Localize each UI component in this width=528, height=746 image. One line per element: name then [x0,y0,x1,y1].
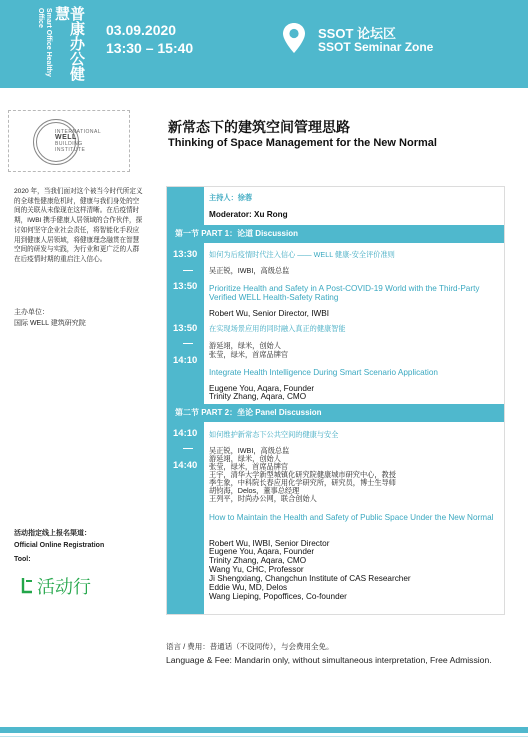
s2-end-time: 14:10 [173,355,198,366]
session-title-english: Thinking of Space Management for the New Normal [168,137,437,149]
s3-speaker-chinese: 游延翊，绿米，创始人 [209,454,281,463]
s2-title-english: Integrate Health Intelligence During Smart Scenario Application [209,368,438,377]
time-dash [183,343,193,344]
s3-speaker-english: Eugene You, Aqara, Founder [209,547,315,556]
session-description: 2020 年，当我们面对这个被当今时代所定义的全球性健康危机时，健康与我们身处的空间的关联从未像现在这样清晰。在后疫情时期，IWBI 携手健康人居领域的合作伙伴，探讨如何坚守企业社会责任，将智能化手段应用到健康人居领域，将健康理念融贯在智慧空间的研发与实践，为行业和更广泛的人群在后疫情时期的重启注入信心。 [14,188,143,263]
s3-end-time: 14:40 [173,460,198,471]
smart-healthy-office-logo [28,4,84,84]
s3-speaker-chinese: 王列平，时尚办公网，联合创始人 [209,494,317,503]
logo-chinese-text: 普康办公健慧 [53,6,85,81]
organizer-label: 主办单位： [14,309,49,316]
event-time: 13:30 – 15:40 [106,40,194,56]
host-chinese: 主持人：徐蓉 [209,193,253,202]
s3-speaker-chinese: 胡钧海，Delos，董事总经理 [209,486,300,495]
footer-bar [0,727,528,733]
registration-label-tool: Tool: [14,556,31,563]
s2-speaker-english: Eugene You, Aqara, Founder [209,384,315,393]
s2-speaker-english: Trinity Zhang, Aqara, CMO [209,392,307,401]
s2-speaker-chinese: 张莹，绿米，首席品牌官 [209,350,289,359]
s3-speaker-english: Wang Yu, CHC, Professor [209,565,304,574]
venue-english: SSOT Seminar Zone [318,40,434,54]
registration-label-english: Official Online Registration [14,542,105,549]
s3-title-english: How to Maintain the Health and Safety of Public Space Under the New Normal [209,513,494,522]
organizer-name: 国际 WELL 建筑研究院 [14,320,86,327]
iwbi-logo [8,110,130,172]
schedule-panel [166,186,505,615]
app-name: 活动行 [37,577,91,598]
s3-speaker-chinese: 季生象，中科院长春应用化学研究所，研究员，博士生导师 [209,478,396,487]
s1-speaker-english: Robert Wu, Senior Director, IWBI [209,309,329,318]
s1-start-time: 13:30 [173,249,198,260]
s2-start-time: 13:50 [173,323,198,334]
registration-app-link[interactable] [20,575,91,597]
s3-speaker-english: Ji Shengxiang, Changchun Institute of CAS Researcher [209,574,411,583]
s2-speaker-chinese: 游延翊，绿米，创始人 [209,341,281,350]
session-title-chinese: 新常态下的建筑空间管理思路 [168,119,350,135]
s3-speaker-english: Wang Lieping, Popoffices, Co-founder [209,592,347,601]
s1-title-english: Prioritize Health and Safety in A Post-COVID-19 World with the Third-Party Verified WELL Health-Safety Rating [209,284,480,302]
iwbi-logo-text: INTERNATIONAL WELL BUILDING INSTITUTE [55,129,102,153]
part1-header: 第一节 PART 1：论道 Discussion [167,225,504,243]
s1-title-chinese: 如何为后疫情时代注入信心 —— WELL 健康-安全评价准则 [209,250,395,259]
s3-speaker-chinese: 张莹，绿米，首席品牌官 [209,462,289,471]
event-date: 03.09.2020 [106,22,177,38]
venue-chinese: SSOT 论坛区 [318,26,397,41]
s2-title-chinese: 在实现场景应用的同时融入真正的健康智能 [209,324,346,333]
s3-speaker-english: Trinity Zhang, Aqara, CMO [209,556,307,565]
s3-speaker-chinese: 吴正锐，IWBI，高级总监 [209,446,290,455]
s3-speaker-english: Robert Wu, IWBI, Senior Director [209,539,330,548]
registration-label-chinese: 活动指定线上报名渠道： [14,530,91,537]
logo-english-text: Smart Office Healthy Office [37,8,52,77]
s3-start-time: 14:10 [173,428,198,439]
language-fee-english: Language & Fee: Mandarin only, without simultaneous interpretation, Free Admission. [166,655,492,665]
footer-divider [0,736,528,737]
time-dash [183,448,193,449]
s3-speaker-english: Eddie Wu, MD, Delos [209,583,288,592]
s3-speaker-chinese: 王宇，清华大学新型城镇化研究院健康城市研究中心，教授 [209,470,396,479]
moderator-english: Moderator: Xu Rong [209,210,288,219]
s1-speaker-chinese: 吴正锐，IWBI，高级总监 [209,266,290,275]
huodongxing-app-icon [20,576,34,596]
part2-header: 第二节 PART 2：坐论 Panel Discussion [167,404,504,422]
location-pin-icon [282,22,306,54]
language-fee-chinese: 语言 / 费用：普通话（不设同传），与会费用全免。 [166,642,334,651]
s3-title-chinese: 如何维护新常态下公共空间的健康与安全 [209,430,339,439]
header-bar [0,0,528,88]
s1-end-time: 13:50 [173,281,198,292]
time-dash [183,270,193,271]
